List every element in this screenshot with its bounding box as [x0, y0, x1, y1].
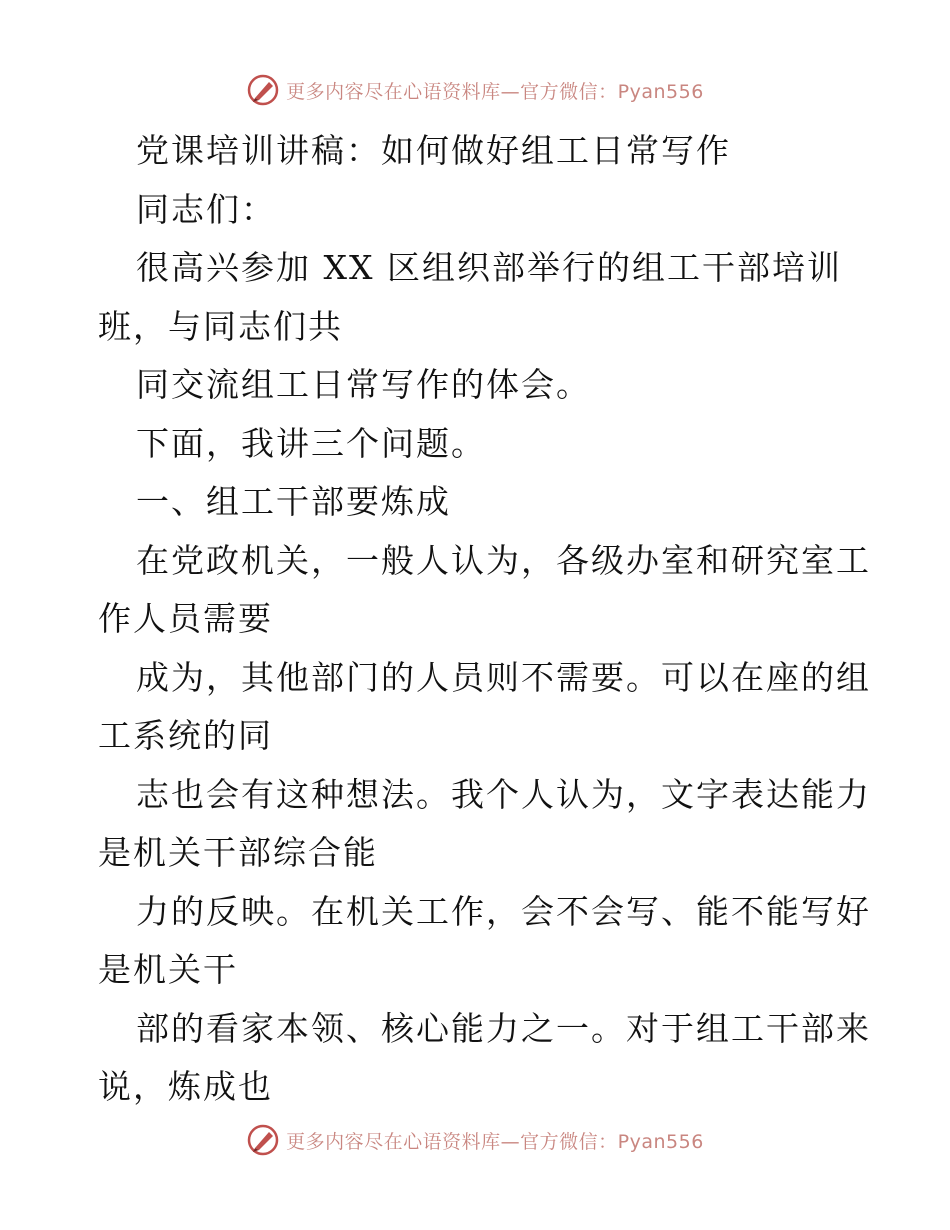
text-line: 很高兴参加 XX 区组织部举行的组工干部培训	[136, 248, 842, 287]
text-line: 下面，我讲三个问题。	[136, 423, 486, 463]
footer-watermark	[0, 1120, 950, 1160]
pen-logo-icon	[246, 1123, 280, 1157]
text-line: 成为，其他部门的人员则不需要。可以在座的组	[136, 657, 871, 697]
text-line: 说，炼成也	[98, 1067, 273, 1106]
header-watermark	[0, 70, 950, 110]
text-line: 同志们：	[136, 189, 276, 229]
text-line: 班，与同志们共	[98, 306, 343, 346]
document-body	[98, 122, 871, 1117]
text-line: 党课培训讲稿：如何做好组工日常写作	[136, 131, 731, 170]
pen-logo-icon	[246, 73, 280, 107]
text-line: 部的看家本领、核心能力之一。对于组工干部来	[136, 1008, 871, 1048]
watermark-text: 更多内容尽在心语资料库—官方微信：Pyan556	[286, 1130, 704, 1153]
text-line: 工系统的同	[98, 716, 273, 755]
text-line: 力的反映。在机关工作，会不会写、能不能写好	[136, 891, 871, 931]
text-line: 作人员需要	[98, 599, 273, 638]
text-line: 是机关干部综合能	[98, 833, 378, 872]
text-line: 在党政机关，一般人认为，各级办室和研究室工	[136, 540, 871, 580]
text-line: 志也会有这种想法。我个人认为，文字表达能力	[136, 774, 871, 814]
text-line: 是机关干	[98, 950, 238, 989]
watermark-text: 更多内容尽在心语资料库—官方微信：Pyan556	[286, 80, 704, 103]
text-line: 一、组工干部要炼成	[136, 482, 451, 521]
text-line: 同交流组工日常写作的体会。	[136, 365, 591, 404]
